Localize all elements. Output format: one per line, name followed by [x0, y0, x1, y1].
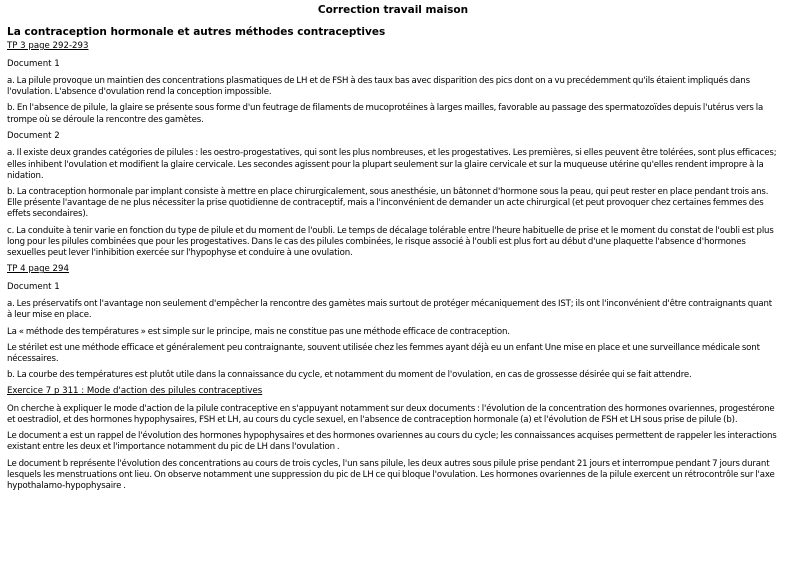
section-heading-tp3: TP 3 page 292-293 [7, 41, 89, 51]
tp3-doc1-paragraph-b: b. En l'absence de pilule, la glaire se présente sous forme d'un feutrage de filaments de mucoprotéines à larges mailles, favorable au passage des spermatozoïdes depuis l'utérus vers la trompe où se déroule la rencontre des gamètes. [7, 103, 764, 125]
section-heading-exercice-7: Exercice 7 p 311 : Mode d'action des pilules contraceptives [7, 386, 263, 397]
ex7-paragraph-3: Le document b représente l'évolution des concentrations au cours de trois cycles, l'un sans pilule, les deux autres sous pilule prise pendant 21 jours et interrompue pendant 7 jours durant lesquels les menstruations ont lieu. On observe notamment une suppression du pic de LH ce qui bloque l'ovulation. Les hormones ovariennes de la pilule exercent un rétrocontrôle sur l'axe hypothalamo-hypophysaire . [7, 458, 775, 492]
ex7-paragraph-1: On cherche à expliquer le mode d'action de la pilule contraceptive en s'appuyant notamment sur deux documents : l'évolution de la concentration des hormones ovariennes, progestérone et oestradiol, et des hormones hypophysaires, FSH et LH, au cours du cycle sexuel, en l'absence de contraception hormonale (a) et l'évolution de FSH et LH sous prise de pilule (b). [7, 403, 775, 426]
chapter-title: La contraception hormonale et autres méthodes contraceptives [7, 26, 386, 38]
tp3-doc1-paragraph-a: a. La pilule provoque un maintien des concentrations plasmatiques de LH et de FSH à des taux bas avec disparition des pics dont on a vu precédemment qu'ils étaient impliqués dans l'ovulation. L'absence d'ovulation rend la conception impossible. [7, 76, 750, 98]
tp3-document-2-label: Document 2 [7, 130, 60, 141]
tp3-doc2-paragraph-b: b. La contraception hormonale par implant consiste à mettre en place chirurgicalement, sous anesthésie, un bâtonnet d'hormone sous la peau, qui peut rester en place pendant trois ans. Elle présente l'avantage de ne plus nécessiter la prise quotidienne de contraceptif, mais a l'inconvénient de demander un acte chirurgical (et peut provoquer chez certaines femmes des effets secondaires). [7, 186, 769, 220]
document-page [7, 3, 779, 497]
tp4-paragraph-sterilet: Le stérilet est une méthode efficace et généralement peu contraignante, souvent utilisée chez les femmes ayant déjà eu un enfant Une mise en place et une surveillance médicale sont nécessaires. [7, 342, 760, 364]
tp4-document-1-label: Document 1 [7, 281, 60, 292]
tp4-paragraph-b: b. La courbe des températures est plutôt utile dans la connaissance du cycle, et notamment du moment de l'ovulation, en cas de grossesse désirée qui se fait attendre. [7, 370, 692, 381]
tp3-doc2-paragraph-a: a. Il existe deux grandes catégories de pilules : les oestro-progestatives, qui sont les plus nombreuses, et les progestatives. Les premières, si elles peuvent être tolérées, sont plus efficaces; elles inhibent l'ovulation et modifient la glaire cervicale. Les secondes agissent pour la plupart seulement sur la glaire cervicale et sur la muqueuse utérine qu'elles rendent impropre à la nidation. [7, 148, 777, 181]
section-heading-tp4: TP 4 page 294 [7, 264, 69, 275]
page-title: Correction travail maison [317, 4, 469, 16]
tp3-document-1-label: Document 1 [7, 58, 60, 69]
tp4-paragraph-methode: La « méthode des températures » est simple sur le principe, mais ne constitue pas une méthode efficace de contraception. [7, 326, 510, 337]
tp3-doc2-paragraph-c: c. La conduite à tenir varie en fonction du type de pilule et du moment de l'oubli. Le temps de décalage tolérable entre l'heure habituelle de prise et le moment du constat de l'oubli est plus long pour les pilules combinées que pour les progestatives. Dans le cas des pilules combinées, le risque associé à l'oubli est plus fort au début d'une plaquette l'absence d'hormones sexuelles peut lever l'inhibition exercée sur l'hypophyse et conduire à une ovulation. [7, 225, 774, 258]
ex7-paragraph-2: Le document a est un rappel de l'évolution des hormones hypophysaires et des hormones ovariennes au cours du cycle; les connaissances acquises permettent de rappeler les interactions existant entre les deux et l'importance notamment du pic de LH dans l'ovulation . [7, 431, 777, 453]
tp4-paragraph-a: a. Les préservatifs ont l'avantage non seulement d'empêcher la rencontre des gamètes mais surtout de protéger mécaniquement des IST; ils ont l'inconvénient d'être contraignants quant à leur mise en place. [7, 299, 772, 321]
